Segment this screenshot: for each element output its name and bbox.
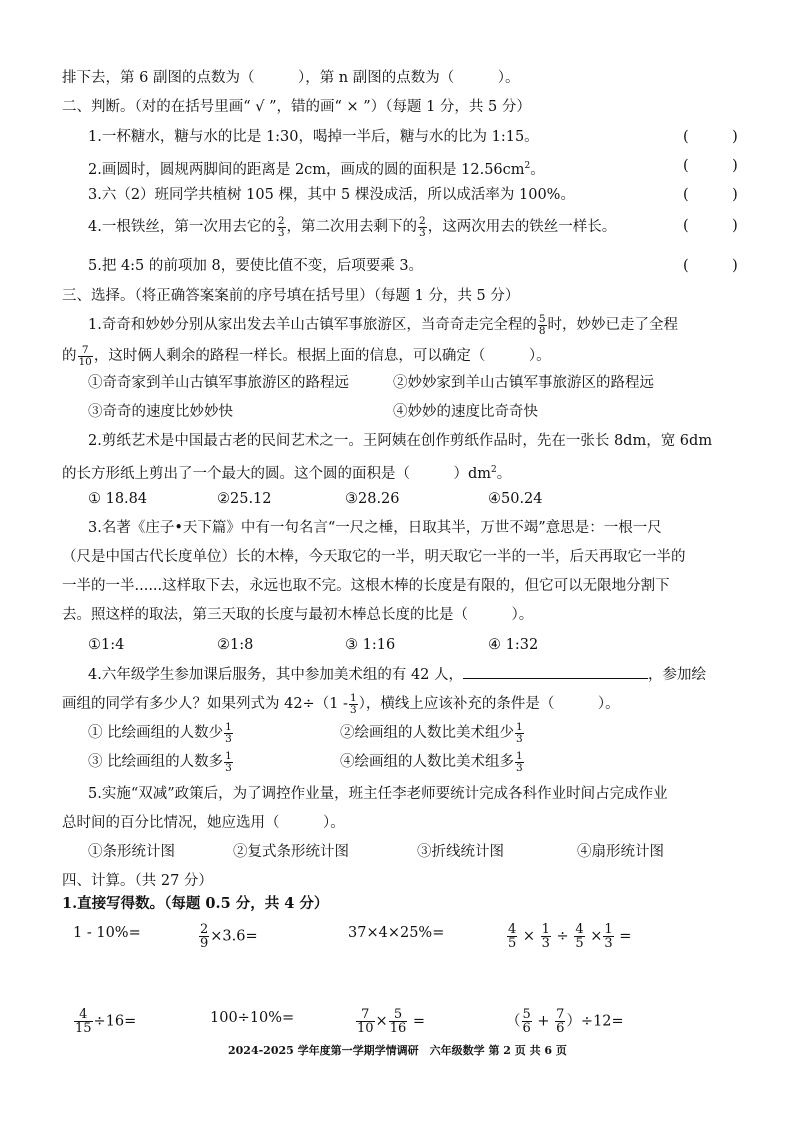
fraction: $\frac{2}{9}$ xyxy=(200,922,209,951)
judge-q3: 3.六（2）班同学共植树 105 棵，其中 5 棵没成活，所以成活率为 100%。 xyxy=(88,187,575,203)
calc-8: （ $\frac{5}{6}$ + $\frac{7}{6}$ ）÷12= xyxy=(506,1007,624,1036)
choice-q5-option-3[interactable]: ③折线统计图 xyxy=(417,844,504,860)
choice-q5-line2: 总时间的百分比情况，她应选用（ ）。 xyxy=(62,815,345,831)
choice-q2-option-3[interactable]: ③28.26 xyxy=(345,491,400,507)
choice-q4-line1: 4.六年级学生参加课后服务，其中参加美术组的有 42 人， ，参加绘 xyxy=(88,664,706,685)
fraction: $\frac{1}{3}$ xyxy=(516,750,523,774)
fraction: $\frac{4}{5}$ xyxy=(508,922,517,951)
fraction: $\frac{7}{10}$ xyxy=(357,1007,374,1036)
choice-q2-option-1[interactable]: ① 18.84 xyxy=(88,491,148,507)
choice-q3-line2: （尺是中国古代长度单位）长的木棒，今天取它的一半，明天取它一半的一半，后天再取它一半的 xyxy=(62,549,686,565)
fraction: $\frac{2}{3}$ xyxy=(277,215,285,239)
choice-q2-option-4[interactable]: ④50.24 xyxy=(488,491,543,507)
judge-q2-answer-paren[interactable]: ( ) xyxy=(683,158,738,174)
choice-q4-option-4[interactable]: ④绘画组的人数比美术组多 $\frac{1}{3}$ xyxy=(340,750,523,774)
choice-q4-option-3[interactable]: ③ 比绘画组的人数多 $\frac{1}{3}$ xyxy=(88,750,232,774)
choice-q1-option-3[interactable]: ③奇奇的速度比妙妙快 xyxy=(88,404,233,420)
choice-q5-option-4[interactable]: ④扇形统计图 xyxy=(577,844,664,860)
fraction: $\frac{2}{3}$ xyxy=(419,215,426,239)
judge-q5: 5.把 4:5 的前项加 8，要使比值不变，后项要乘 3。 xyxy=(88,258,424,274)
judge-q1-answer-paren[interactable]: ( ) xyxy=(683,129,738,145)
choice-q1-option-2[interactable]: ②妙妙家到羊山古镇军事旅游区的路程远 xyxy=(393,375,654,391)
choice-q4-line2: 画组的同学有多少人？如果列式为 42÷（1 - $\frac{1}{3}$ ），横线上应该补充的条件是（ ）。 xyxy=(62,692,620,716)
fraction: $\frac{1}{3}$ xyxy=(225,721,232,745)
choice-q1-option-4[interactable]: ④妙妙的速度比奇奇快 xyxy=(393,404,538,420)
fraction: $\frac{1}{3}$ xyxy=(541,922,550,951)
previous-question-tail: 排下去，第 6 副图的点数为（ ），第 n 副图的点数为（ ）。 xyxy=(62,70,520,86)
section3-heading: 三、选择。（将正确答案案前的序号填在括号里）（每题 1 分，共 5 分） xyxy=(62,288,520,304)
fraction: $\frac{4}{15}$ xyxy=(75,1007,92,1036)
choice-q1-line1: 1.奇奇和妙妙分别从家出发去羊山古镇军事旅游区，当奇奇走完全程的 $\frac{5}{8}$ 时，妙妙已走了全程 xyxy=(88,313,679,337)
choice-q3-option-3[interactable]: ③ 1:16 xyxy=(345,637,396,653)
calc-1: 1 - 10%= xyxy=(73,925,141,941)
choice-q2-line1: 2.剪纸艺术是中国最古老的民间艺术之一。王阿姨在创作剪纸作品时，先在一张长 8dm，宽 6dm xyxy=(88,433,713,449)
judge-q5-answer-paren[interactable]: ( ) xyxy=(683,258,738,274)
choice-q5-option-1[interactable]: ①条形统计图 xyxy=(88,844,175,860)
calc-6: 100÷10%= xyxy=(210,1010,295,1026)
fraction: $\frac{5}{16}$ xyxy=(389,1007,407,1036)
choice-q3-line1: 3.名著《庄子•天下篇》中有一句名言“一尺之棰，日取其半，万世不竭”意思是：一根一尺 xyxy=(88,520,662,536)
fraction: $\frac{1}{3}$ xyxy=(516,721,523,745)
section4-sub1-heading: 1.直接写得数。（每题 0.5 分，共 4 分） xyxy=(62,895,329,912)
choice-q3-option-4[interactable]: ④ 1:32 xyxy=(488,637,539,653)
page-footer: 2024-2025 学年度第一学期学情调研 六年级数学 第 2 页 共 6 页 xyxy=(228,1044,567,1057)
choice-q1-line2: 的 $\frac{7}{10}$ ，这时俩人剩余的路程一样长。根据上面的信息，可以确定（ ）。 xyxy=(62,344,551,368)
judge-q2: 2.画圆时，圆规两脚间的距离是 2cm，画成的圆的面积是 $12.56cm^2$。 xyxy=(88,161,545,178)
fraction: $\frac{7}{6}$ xyxy=(556,1007,565,1036)
judge-q4-answer-paren[interactable]: ( ) xyxy=(683,218,738,234)
choice-q3-option-2[interactable]: ②1:8 xyxy=(217,637,254,653)
fraction: $\frac{1}{3}$ xyxy=(604,922,613,951)
choice-q3-line4: 去。照这样的取法，第三天取的长度与最初木棒总长度的比是（ ）。 xyxy=(62,607,534,623)
calc-4: $\frac{4}{5}$ × $\frac{1}{3}$ ÷ $\frac{4}{5}$ × $\frac{1}{3}$ = xyxy=(508,922,632,951)
choice-q5-option-2[interactable]: ②复式条形统计图 xyxy=(233,844,349,860)
calc-7: $\frac{7}{10}$ × $\frac{5}{16}$ = xyxy=(357,1007,426,1036)
calc-3: 37×4×25%= xyxy=(348,925,445,941)
choice-q4-option-2[interactable]: ②绘画组的人数比美术组少 $\frac{1}{3}$ xyxy=(340,721,523,745)
fraction: $\frac{7}{10}$ xyxy=(78,344,92,368)
judge-q4: 4.一根铁丝，第一次用去它的 $\frac{2}{3}$ ，第二次用去剩下的 $\frac{2}{3}$ ，这两次用去的铁丝一样长。 xyxy=(88,215,617,239)
choice-q2-line2: 的长方形纸上剪出了一个最大的圆。这个圆的面积是（ ）$dm^2$。 xyxy=(62,465,512,482)
choice-q3-line3: 一半的一半......这样取下去，永远也取不完。这根木棒的长度是有限的，但它可以无限地分割下 xyxy=(62,578,670,594)
fraction: $\frac{5}{8}$ xyxy=(538,313,546,337)
choice-q1-option-1[interactable]: ①奇奇家到羊山古镇军事旅游区的路程远 xyxy=(88,375,349,391)
choice-q3-option-1[interactable]: ①1:4 xyxy=(88,637,125,653)
choice-q2-option-2[interactable]: ②25.12 xyxy=(217,491,272,507)
section4-heading: 四、计算。（共 27 分） xyxy=(62,873,213,889)
calc-5: $\frac{4}{15}$ ÷16= xyxy=(75,1007,137,1036)
fill-in-blank-line[interactable] xyxy=(463,664,648,679)
judge-q3-answer-paren[interactable]: ( ) xyxy=(683,187,738,203)
fraction: $\frac{1}{3}$ xyxy=(225,750,232,774)
fraction: $\frac{5}{6}$ xyxy=(522,1007,531,1036)
choice-q5-line1: 5.实施“双减”政策后，为了调控作业量，班主任李老师要统计完成各科作业时间占完成作业 xyxy=(88,786,668,802)
fraction: $\frac{1}{3}$ xyxy=(349,692,357,716)
choice-q4-option-1[interactable]: ① 比绘画组的人数少 $\frac{1}{3}$ xyxy=(88,721,232,745)
judge-q1: 1.一杯糖水，糖与水的比是 1:30，喝掉一半后，糖与水的比为 1:15。 xyxy=(88,129,539,145)
calc-2: $\frac{2}{9}$ ×3.6= xyxy=(200,922,258,951)
section2-heading: 二、判断。（对的在括号里画“ √ ”，错的画“ × ”）（每题 1 分，共 5 分） xyxy=(62,99,531,115)
fraction: $\frac{4}{5}$ xyxy=(575,922,584,951)
